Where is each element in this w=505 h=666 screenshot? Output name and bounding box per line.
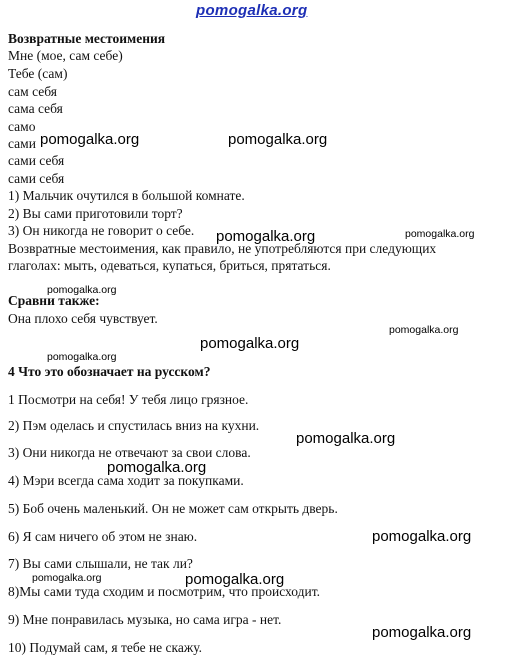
- exercise-title: 4 Что это обозначает на русском?: [8, 364, 211, 379]
- watermark: pomogalka.org: [47, 351, 117, 363]
- watermark: pomogalka.org: [372, 528, 472, 545]
- exercise-item: 10) Подумай сам, я тебе не скажу.: [8, 640, 202, 655]
- exercise-item: 5) Боб очень маленький. Он не может сам открыть дверь.: [8, 501, 338, 516]
- section-title-reflexive: Возвратные местоимения: [8, 31, 166, 46]
- exercise-item: 7) Вы сами слышали, не так ли?: [8, 556, 193, 571]
- pronoun-line: сами: [8, 136, 36, 151]
- example-sentence: 2) Вы сами приготовили торт?: [8, 206, 183, 221]
- header-watermark[interactable]: pomogalka.org: [196, 2, 308, 19]
- watermark: pomogalka.org: [32, 572, 102, 584]
- watermark: pomogalka.org: [405, 228, 475, 240]
- watermark: pomogalka.org: [185, 571, 285, 588]
- watermark: pomogalka.org: [107, 459, 207, 476]
- pronoun-line: Мне (мое, сам себе): [8, 48, 123, 63]
- watermark: pomogalka.org: [216, 228, 316, 245]
- exercise-item: 9) Мне понравилась музыка, но сама игра - нет.: [8, 612, 282, 627]
- pronoun-line: сами себя: [8, 153, 65, 168]
- watermark: pomogalka.org: [40, 131, 140, 148]
- compare-text: Она плохо себя чувствует.: [8, 311, 158, 326]
- watermark: pomogalka.org: [389, 324, 459, 336]
- pronoun-line: сами себя: [8, 171, 65, 186]
- watermark: pomogalka.org: [47, 284, 117, 296]
- exercise-item: 8)Мы сами туда сходим и посмотрим, что происходит.: [8, 584, 320, 599]
- pronoun-line: само: [8, 119, 36, 134]
- watermark: pomogalka.org: [296, 430, 396, 447]
- watermark: pomogalka.org: [200, 335, 300, 352]
- exercise-item: 3) Они никогда не отвечают за свои слова.: [8, 445, 251, 460]
- exercise-item: 4) Мэри всегда сама ходит за покупками.: [8, 473, 244, 488]
- example-sentence: 3) Он никогда не говорит о себе.: [8, 223, 195, 238]
- watermark: pomogalka.org: [372, 624, 472, 641]
- pronoun-line: Тебе (сам): [8, 66, 68, 81]
- exercise-item: 6) Я сам ничего об этом не знаю.: [8, 529, 198, 544]
- pronoun-line: сама себя: [8, 101, 63, 116]
- exercise-item: 1 Посмотри на себя! У тебя лицо грязное.: [8, 392, 249, 407]
- compare-title: Сравни также:: [8, 293, 100, 308]
- watermark: pomogalka.org: [228, 131, 328, 148]
- example-sentence: 1) Мальчик очутился в большой комнате.: [8, 188, 245, 203]
- exercise-item: 2) Пэм оделась и спустилась вниз на кухни.: [8, 418, 260, 433]
- note-line: глаголах: мыть, одеваться, купаться, бриться, прятаться.: [8, 258, 331, 273]
- pronoun-line: сам себя: [8, 84, 57, 99]
- note-line: Возвратные местоимения, как правило, не употребляются при следующих: [8, 241, 437, 256]
